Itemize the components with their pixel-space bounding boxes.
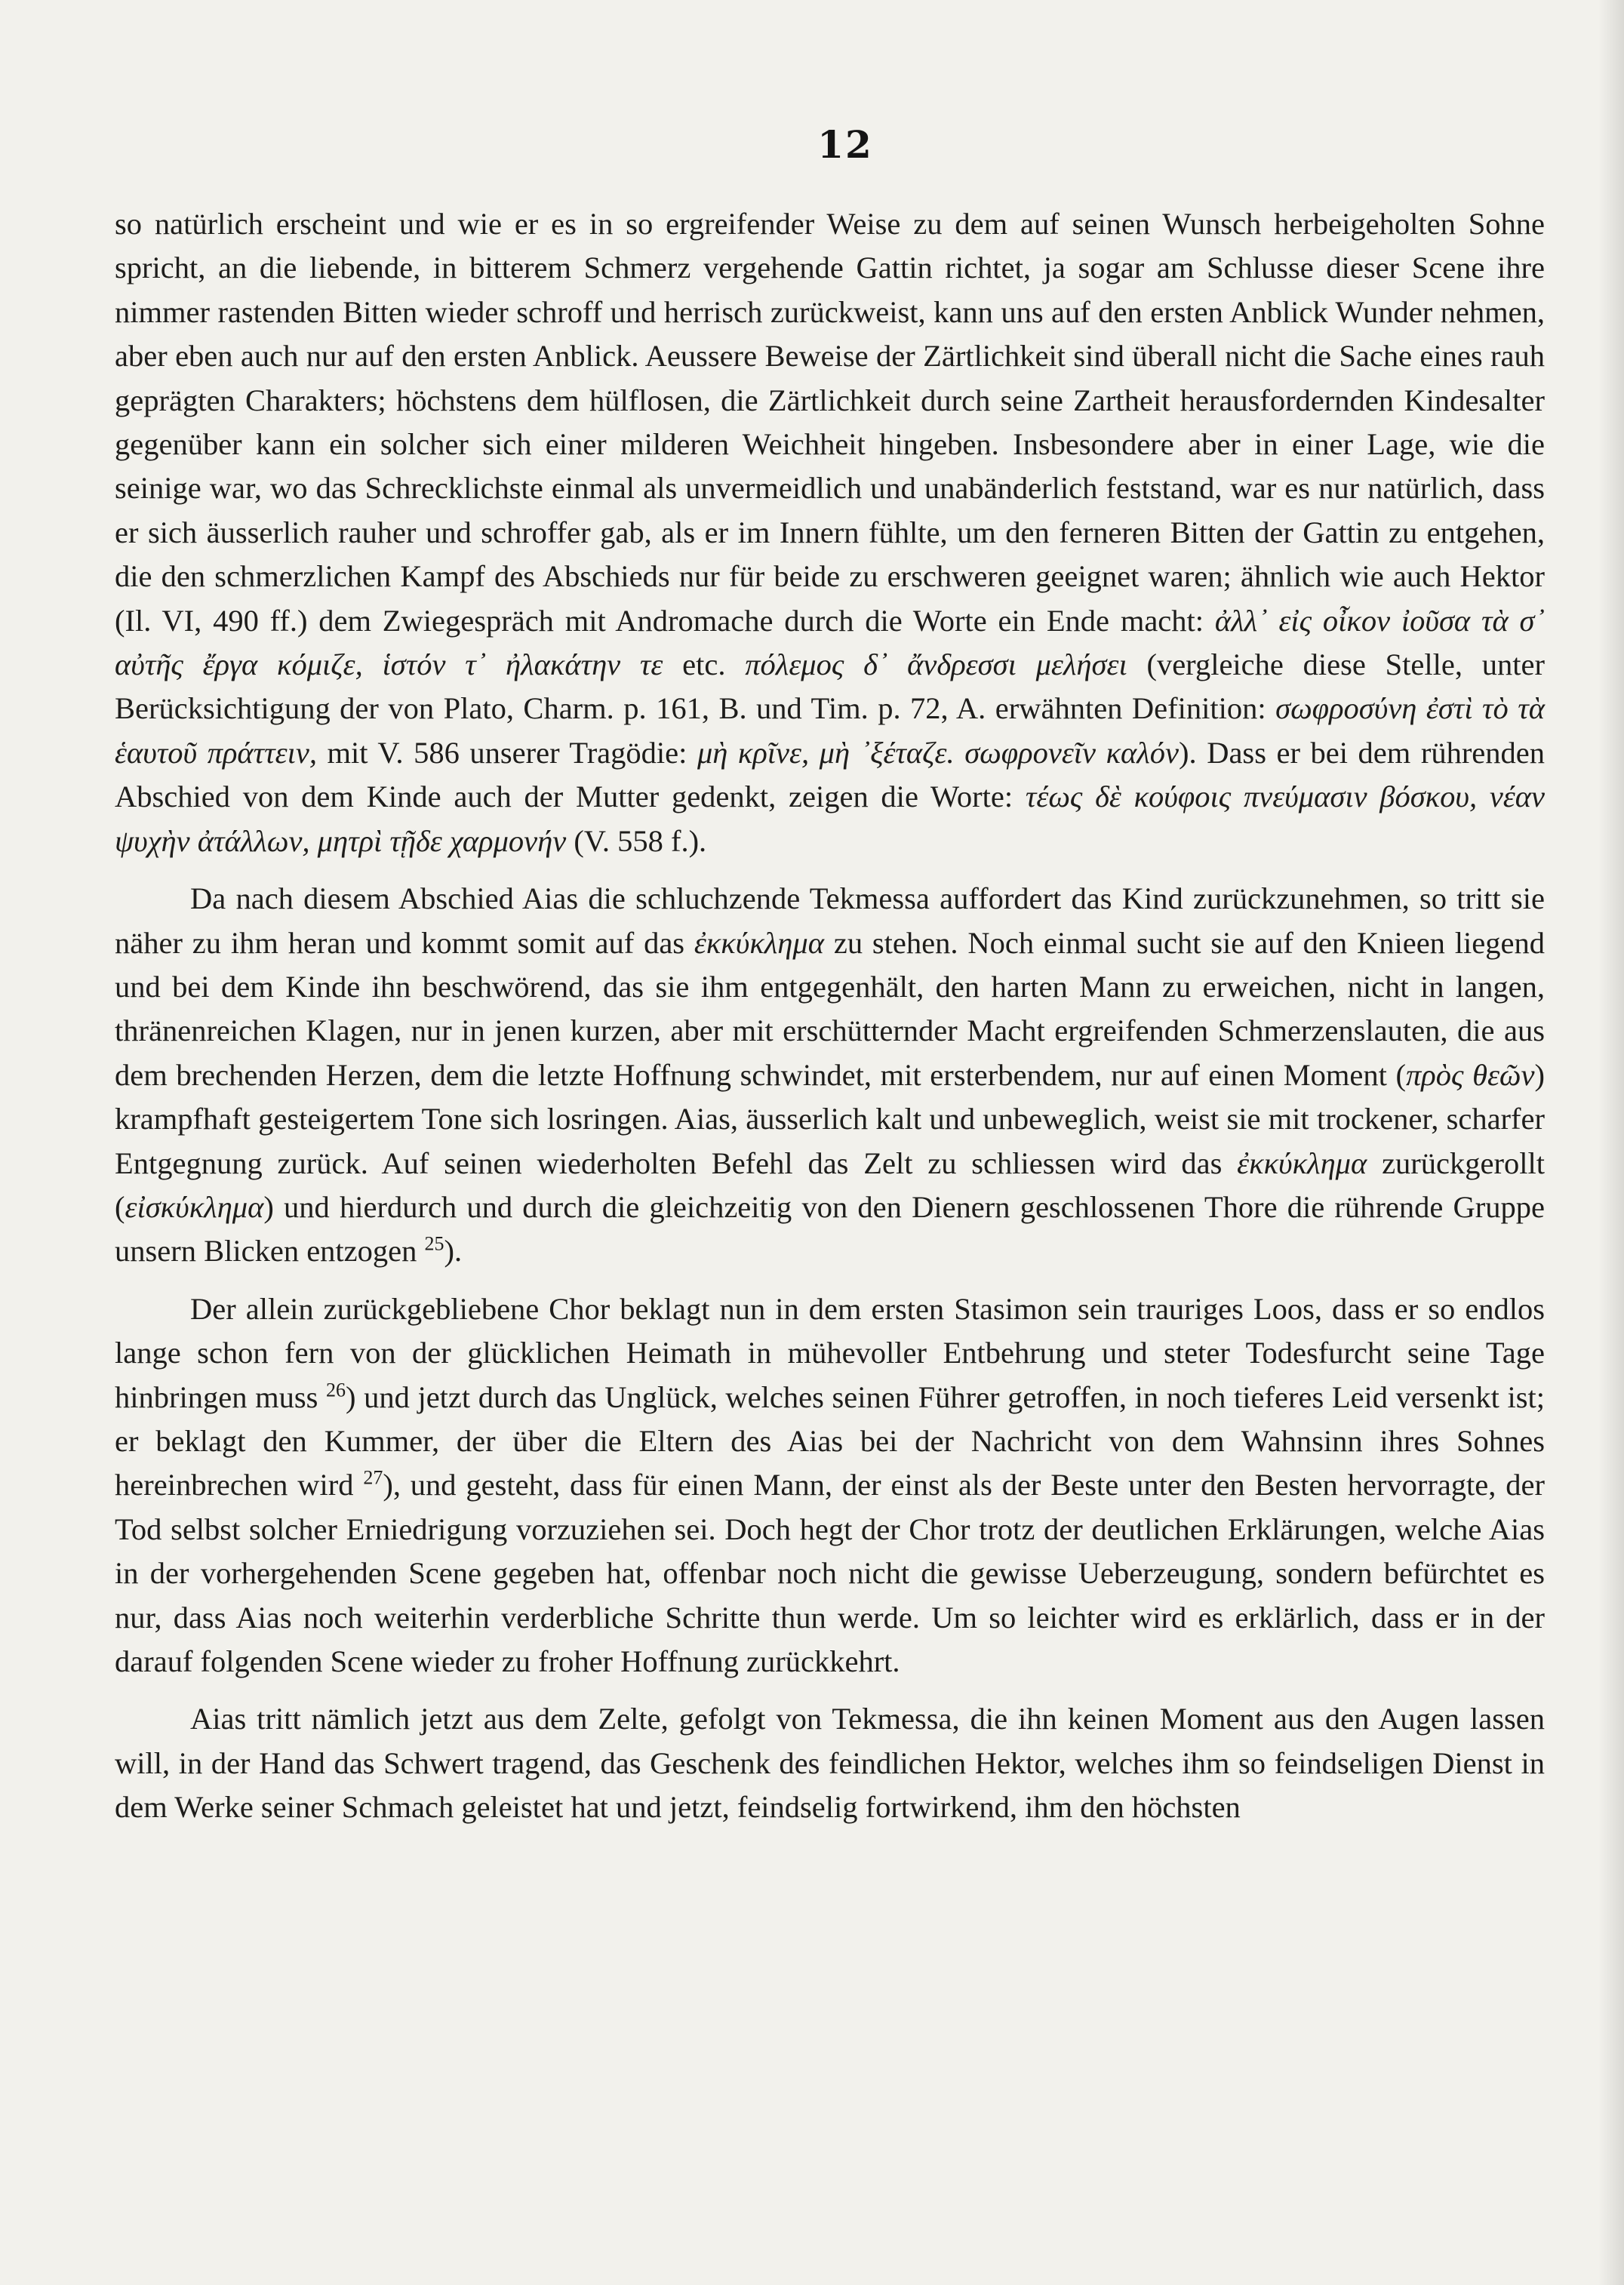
page-edge-shadow	[1598, 0, 1624, 2285]
paragraph	[115, 202, 1545, 863]
greek-quote: σωφροσύνη ἐστὶ τὸ τὰ ἑαυτοῦ πράττειν,	[115, 691, 1545, 770]
footnote-marker: 26	[325, 1379, 346, 1401]
greek-quote: εἰσκύκλημα	[125, 1189, 264, 1224]
greek-quote: πόλεμος δ᾽ ἄνδρεσσι μελήσει	[745, 647, 1127, 682]
text-segment: (V. 558 f.).	[566, 823, 707, 858]
text-segment: ) und hierdurch und durch die gleichzeitig von den Dienern geschlossenen Thore die rührende Gruppe unsern Blicken entzogen	[115, 1189, 1545, 1269]
greek-quote: πρὸς θεῶν	[1406, 1057, 1535, 1092]
page-number: 12	[817, 122, 873, 167]
footnote-marker: 27	[363, 1466, 383, 1489]
text-segment: ). Dass er bei dem rührenden Abschied von dem Kinde auch der Mutter gedenkt, zeigen die Worte:	[115, 735, 1546, 814]
greek-quote: μὴ κρῖνε, μὴ ᾽ξέταζε. σωφρονεῖν καλόν	[697, 735, 1180, 770]
text-segment: zurückgerollt (	[115, 1146, 1545, 1224]
text-segment: zu stehen. Noch einmal sucht sie auf den Knieen liegend und bei dem Kinde ihn beschwörend, das sie ihm entgegenhält, den harten Mann zu erweichen, nicht in langen, thränenreichen Klagen, nur in jenen kurzen, aber mit erschütternder Macht ergreifenden Schmerzenslauten, die aus dem brechenden Herzen, dem die letzte Hoffnung schwindet, mit ersterbendem, nur auf einen Moment (	[115, 925, 1545, 1092]
paragraph	[115, 1697, 1545, 1829]
body-text	[115, 202, 1545, 1844]
text-segment: ) und jetzt durch das Unglück, welches seinen Führer getroffen, in noch tieferes Leid versenkt ist; er beklagt den Kummer, der über die Eltern des Aias bei der Nachricht von dem Wahnsinn ihres Sohnes hereinbrechen wird	[115, 1379, 1545, 1502]
greek-quote: ἐκκύκλημα	[1237, 1146, 1367, 1180]
text-segment: ).	[444, 1234, 463, 1269]
text-segment: mit V. 586 unserer Tragödie:	[316, 735, 697, 770]
footnote-marker: 25	[424, 1232, 444, 1255]
paragraph	[115, 1287, 1545, 1684]
text-segment: etc.	[663, 647, 746, 682]
paragraph	[115, 877, 1545, 1274]
greek-quote: ἀλλ᾽ εἰς οἶκον ἰοῦσα τὰ σ᾽ αὐτῆς ἔργα κόμιζε, ἱστόν τ᾽ ἠλακάτην τε	[115, 603, 1545, 682]
greek-quote: ἐκκύκλημα	[694, 925, 824, 960]
text-segment: Da nach diesem Abschied Aias die schluchzende Tekmessa auffordert das Kind zurückzunehmen, so tritt sie näher zu ihm heran und kommt somit auf das	[115, 881, 1545, 960]
greek-quote: τέως δὲ κούφοις πνεύμασιν βόσκου, νέαν ψυχὴν ἀτάλλων, μητρὶ τῇδε χαρμονήν	[115, 780, 1545, 858]
text-segment: ), und gesteht, dass für einen Mann, der einst als der Beste unter den Besten hervorragte, der Tod selbst solcher Erniedrigung vorzuziehen sei. Doch hegt der Chor trotz der deutlichen Erklärungen, welche Aias in der vorhergehenden Scene gegeben hat, offenbar noch nicht die gewisse Ueberzeugung, sondern befürchtet es nur, dass Aias noch weiterhin verderbliche Schritte thun werde. Um so leichter wird es erklärlich, dass er in der darauf folgenden Scene wieder zu froher Hoffnung zurückkehrt.	[115, 1468, 1545, 1678]
text-segment: Aias tritt nämlich jetzt aus dem Zelte, gefolgt von Tekmessa, die ihn keinen Moment aus den Augen lassen will, in der Hand das Schwert tragend, das Geschenk des feindlichen Hektor, welches ihm so feindseligen Dienst in dem Werke seiner Schmach geleistet hat und jetzt, feindselig fortwirkend, ihm den höchsten	[115, 1702, 1545, 1825]
text-segment: (vergleiche diese Stelle, unter Berücksichtigung der von Plato, Charm. p. 161, B. und Tim. p. 72, A. erwähnten Definition:	[115, 647, 1545, 726]
text-segment: so natürlich erscheint und wie er es in so ergreifender Weise zu dem auf seinen Wunsch herbeigeholten Sohne spricht, an die liebende, in bitterem Schmerz vergehende Gattin richtet, ja sogar am Schlusse dieser Scene ihre nimmer rastenden Bitten wieder schroff und herrisch zurückweist, kann uns auf den ersten Anblick Wunder nehmen, aber eben auch nur auf den ersten Anblick. Aeussere Beweise der Zärtlichkeit sind überall nicht die Sache eines rauh geprägten Charakters; höchstens dem hülflosen, die Zärtlichkeit durch seine Zartheit herausfordernden Kindesalter gegenüber kann ein solcher sich einer milderen Weichheit hingeben. Insbesondere aber in einer Lage, wie die seinige war, wo das Schrecklichste einmal als unvermeidlich und unabänderlich feststand, war es nur natürlich, dass er sich äusserlich rauher und schroffer gab, als er im Innern fühlte, um den ferneren Bitten der Gattin zu entgehen, die den schmerzlichen Kampf des Abschieds nur für beide zu erschweren geeignet waren; ähnlich wie auch Hektor (Il. VI, 490 ff.) dem Zwiegespräch mit Andromache durch die Worte ein Ende macht:	[115, 207, 1545, 638]
text-segment: Der allein zurückgebliebene Chor beklagt nun in dem ersten Stasimon sein trauriges Loos, dass er so endlos lange schon fern von der glücklichen Heimath in mühevoller Entbehrung und steter Todesfurcht seine Tage hinbringen muss	[115, 1291, 1545, 1414]
text-segment: ) krampfhaft gesteigertem Tone sich losringen. Aias, äusserlich kalt und unbeweglich, weist sie mit trockener, scharfer Entgegnung zurück. Auf seinen wiederholten Befehl das Zelt zu schliessen wird das	[115, 1057, 1545, 1180]
